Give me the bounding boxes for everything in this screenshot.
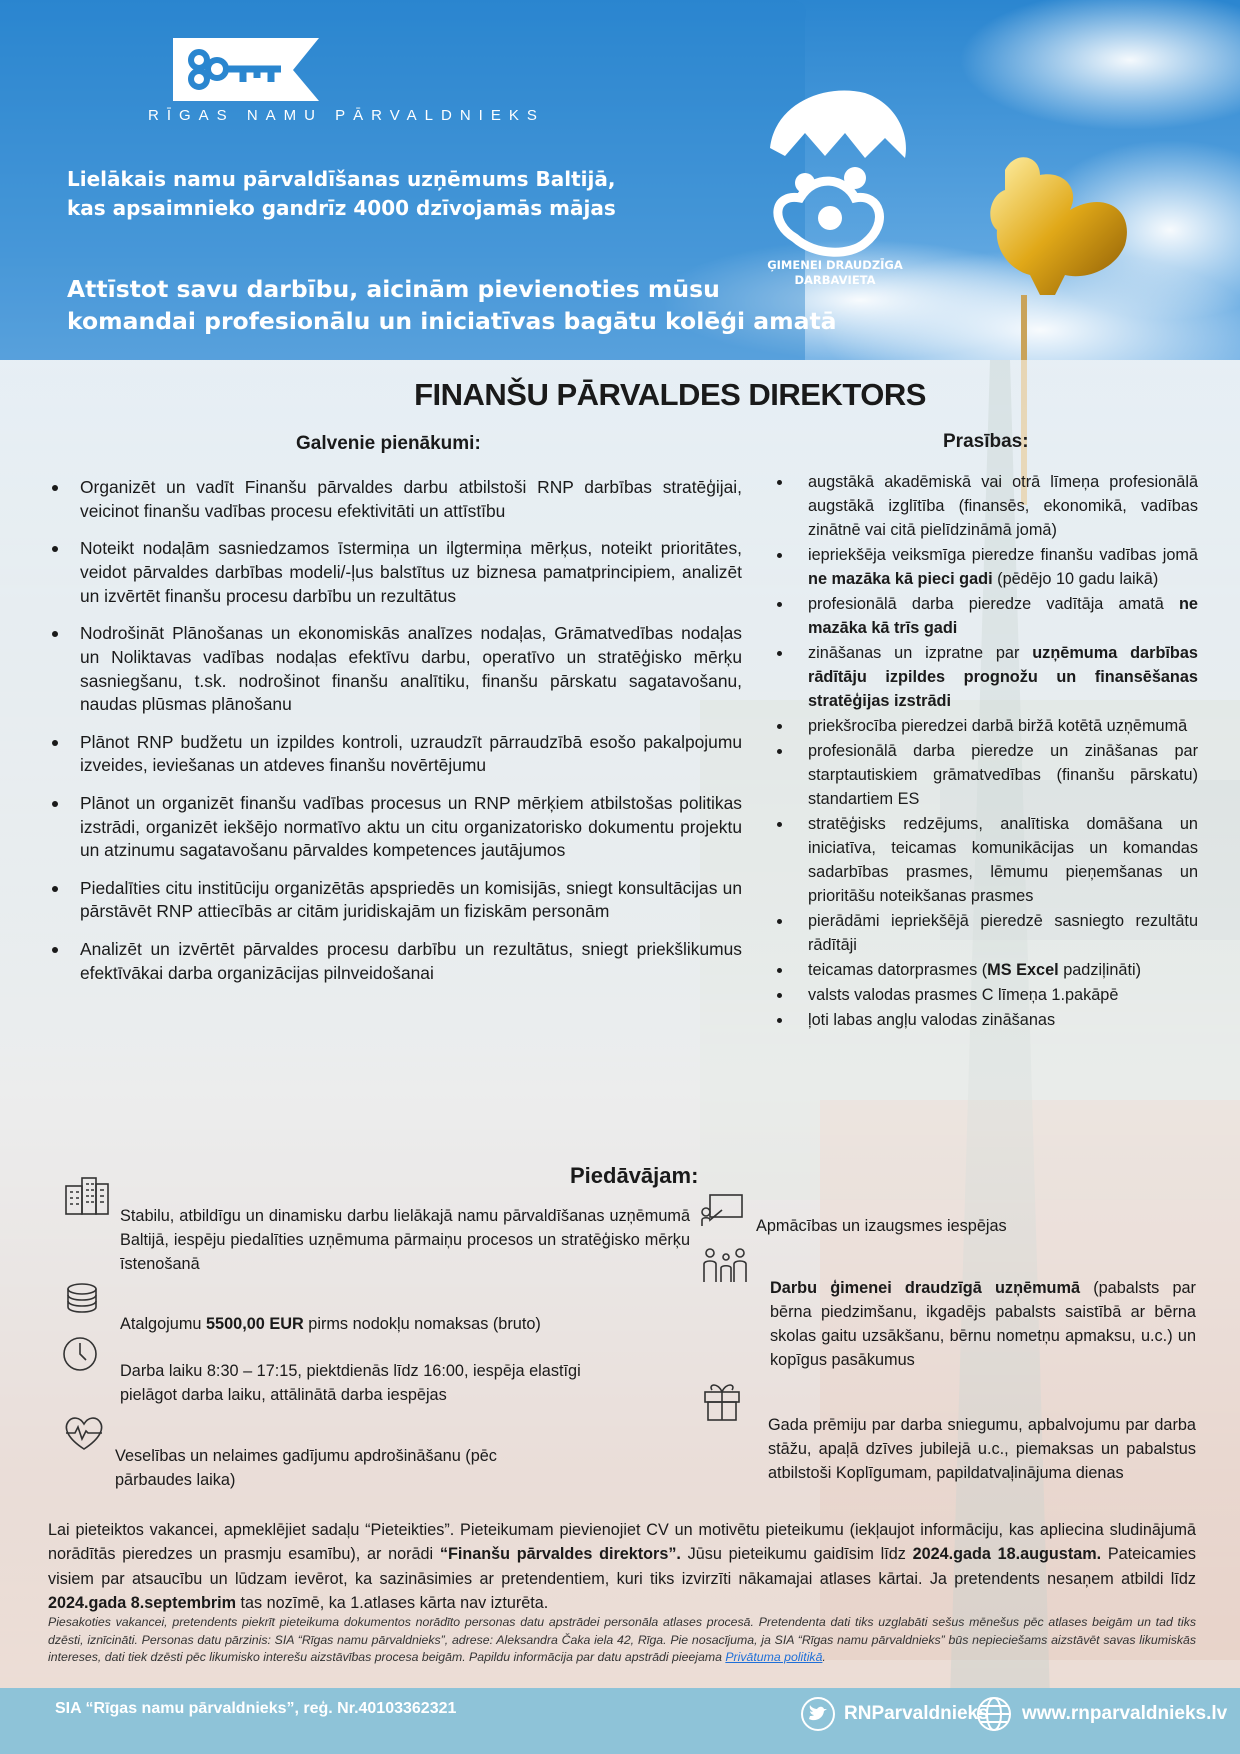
footer-company: SIA “Rīgas namu pārvaldnieks”, reģ. Nr.40103362321: [55, 1700, 457, 1717]
offers-heading: Piedāvājam:: [570, 1163, 699, 1188]
duty-item: Plānot un organizēt finanšu vadības procesus un RNP mērķiem atbilstošas politikas izstrādi, organizēt iekšējo normatīvo aktu un citu organizatorisko dokumentu projektu un atzinumu sagatavošanu pārvaldes kompetences jautājumos: [52, 792, 742, 863]
heart-pulse-icon: [62, 1414, 106, 1452]
requirements-heading: Prasības:: [943, 431, 1029, 452]
family-icon: [700, 1246, 752, 1284]
requirement-item: teicamas datorprasmes (MS Excel padziļināti): [776, 958, 1198, 982]
duty-item: Organizēt un vadīt Finanšu pārvaldes darbu atbilstoši RNP darbības stratēģijai, veicinot finanšu vadības procesu efektivitāti un attīstību: [52, 476, 742, 524]
offer-item: Gada prēmiju par darba sniegumu, apbalvojumu par darba stāžu, apaļā dzīves jubilejā u.c., piemaksas un pabalstus atbilstoši Koplīgumam, papildatvaļinājuma dienas: [768, 1416, 1196, 1482]
gift-icon: [702, 1380, 742, 1422]
offer-item: Apmācības un izaugsmes iespējas: [756, 1217, 1007, 1235]
duty-item: Analizēt un izvērtēt pārvaldes procesu darbību un rezultātus, sniegt priekšlikumus efektīvākai darba organizācijas pilnveidošanai: [52, 938, 742, 986]
requirement-item: stratēģisks redzējums, analītiska domāšana un iniciatīva, teicamas komunikācijas un komandas sadarbības prasmes, lēmumu pieņemšanas un prioritāšu noteikšanas prasmes: [776, 812, 1198, 908]
requirement-item: profesionālā darba pieredze vadītāja amatā ne mazāka kā trīs gadi: [776, 592, 1198, 640]
requirement-item: profesionālā darba pieredze un zināšanas par starptautiskiem grāmatvedības (finanšu pārskatu) standartiem ES: [776, 739, 1198, 811]
twitter-icon[interactable]: [800, 1696, 836, 1732]
header-invite: Attīstot savu darbību, aicinām pievienoties mūsu komandai profesionālu un iniciatīvas bagātu kolēģi amatā: [67, 275, 837, 335]
office-building-icon: [62, 1174, 112, 1216]
twitter-handle[interactable]: RNParvaldnieks: [844, 1703, 989, 1724]
requirement-item: priekšrocība pieredzei darbā biržā kotētā uzņēmumā: [776, 714, 1198, 738]
logo-caption: RĪGAS NAMU PĀRVALDNIEKS: [148, 107, 545, 124]
offer-item: Veselības un nelaimes gadījumu apdrošināšanu (pēc pārbaudes laika): [115, 1447, 497, 1489]
company-logo: [173, 38, 319, 101]
offer-item: Darba laiku 8:30 – 17:15, piektdienās līdz 16:00, iespēja elastīgi pielāgot darba laiku, attālinātā darba iespējas: [120, 1362, 581, 1404]
requirement-item: valsts valodas prasmes C līmeņa 1.pakāpē: [776, 983, 1198, 1007]
globe-icon[interactable]: [976, 1696, 1012, 1732]
duties-heading: Galvenie pienākumi:: [296, 433, 481, 454]
offer-item: Darbu ģimenei draudzīgā uzņēmumā (pabalsts par bērna piedzimšanu, ikgadējs pabalsts saistībā ar bērna skolas gaitu uzsākšanu, bērnu nometņu apmaksu, u.c.) un kopīgus pasākumus: [770, 1279, 1196, 1369]
requirements-list: [776, 470, 1198, 1033]
requirement-item: zināšanas un izpratne par uzņēmuma darbības rādītāju izpildes prognožu un finansēšanas stratēģijas izstrādi: [776, 641, 1198, 713]
duties-list: [52, 476, 742, 999]
offer-item: Atalgojumu 5500,00 EUR pirms nodokļu nomaksas (bruto): [120, 1315, 541, 1333]
job-title: FINANŠU PĀRVALDES DIREKTORS: [414, 377, 926, 412]
application-instructions: Lai pieteiktos vakancei, apmeklējiet sadaļu “Pieteikties”. Pieteikumam pievienojiet CV un motivētu pieteikumu (iekļaujot informāciju, kas apliecina sludinājumā norādītās pieredzes un prasmju esamību), ar norādi “Finanšu pārvaldes direktors”. Jūsu pieteikumu gaidīsim līdz 2024.gada 18.augustam. Pateicamies visiem par atsaucību un lūdzam ievērot, ka sazināsimies ar pretendentiem, kuri tiks izvirzīti nākamajai atlases kārtai. Ja pretendents nesaņem atbildi līdz 2024.gada 8.septembrim tas nozīmē, ka 1.atlases kārta nav izturēta.: [48, 1521, 1197, 1612]
family-friendly-badge: [745, 78, 925, 288]
privacy-policy-link[interactable]: Privātuma politikā: [725, 1650, 823, 1664]
duty-item: Piedalīties citu institūciju organizētās apspriedēs un komisijās, sniegt konsultācijas un pārstāvēt RNP attiecībās ar citām juridiskajām un fiziskām personām: [52, 877, 742, 925]
requirement-item: ļoti labas angļu valodas zināšanas: [776, 1008, 1198, 1032]
requirement-item: augstākā akadēmiskā vai otrā līmeņa profesionālā augstākā izglītība (finansēs, ekonomikā, vadības zinātnē vai citā pielīdzināmā jomā): [776, 470, 1198, 542]
duty-item: Noteikt nodaļām sasniedzamos īstermiņa un ilgtermiņa mērķus, noteikt prioritātes, veidot pārvaldes darbības modeli/-ļus balstītus uz biznesa pamatprincipiem, analizēt un izvērtēt finanšu procesu darbību un rezultātus: [52, 537, 742, 608]
duty-item: Plānot RNP budžetu un izpildes kontroli, uzraudzīt pārraudzībā esošo pakalpojumu izveides, ieviešanas un atdeves finanšu novērtējumu: [52, 731, 742, 779]
website-link[interactable]: www.rnparvaldnieks.lv: [1022, 1703, 1228, 1724]
clock-icon: [62, 1336, 98, 1372]
requirement-item: iepriekšēja veiksmīga pieredze finanšu vadības jomā ne mazāka kā pieci gadi (pēdējo 10 gadu laikā): [776, 543, 1198, 591]
requirement-item: pierādāmi iepriekšējā pieredzē sasniegto rezultātu rādītāji: [776, 909, 1198, 957]
privacy-disclaimer: Piesakoties vakancei, pretendents piekrīt pieteikuma dokumentos norādīto personas datu apstrādei personāla atlases procesā. Pretendenta dati tiks uzglabāti sešus mēnešus pēc atlases beigām un tad tiks dzēsti, iznīcināti. Personas datu pārzinis: SIA “Rīgas namu pārvaldnieks”, adrese: Aleksandra Čaka iela 42, Rīga. Pie nosacījuma, ja SIA “Rīgas namu pārvaldnieks” būs nepieciešams aizstāvēt savas likumiskās intereses, dati tiek dzēsti pēc likumisko interešu aizstāvības procesa beigām. Papildu informācija par datu apstrādi pieejama Privātuma politikā.: [48, 1615, 1196, 1664]
header-tagline: Lielākais namu pārvaldīšanas uzņēmums Baltijā, kas apsaimnieko gandrīz 4000 dzīvojamās mājas: [67, 167, 616, 220]
duty-item: Nodrošināt Plānošanas un ekonomiskās analīzes nodaļas, Grāmatvedības nodaļas un Noliktavas vadības nodaļas efektīvu darbu, operatīvo un stratēģisko mērķu sasniegšanu, t.sk. nodrošinot finanšu analītiku, finanšu pārskatu sagatavošanu, naudas plūsmas plānošanu: [52, 622, 742, 717]
coins-icon: [60, 1282, 104, 1316]
training-board-icon: [700, 1192, 744, 1228]
offer-item: Stabilu, atbildīgu un dinamisku darbu lielākajā namu pārvaldīšanas uzņēmumā Baltijā, iespēju piedalīties uzņēmuma pārmaiņu procesos un stratēģisko mērķu īstenošanā: [120, 1207, 690, 1273]
badge-caption: ĢIMENEI DRAUDZĪGA DARBAVIETA: [767, 258, 903, 287]
